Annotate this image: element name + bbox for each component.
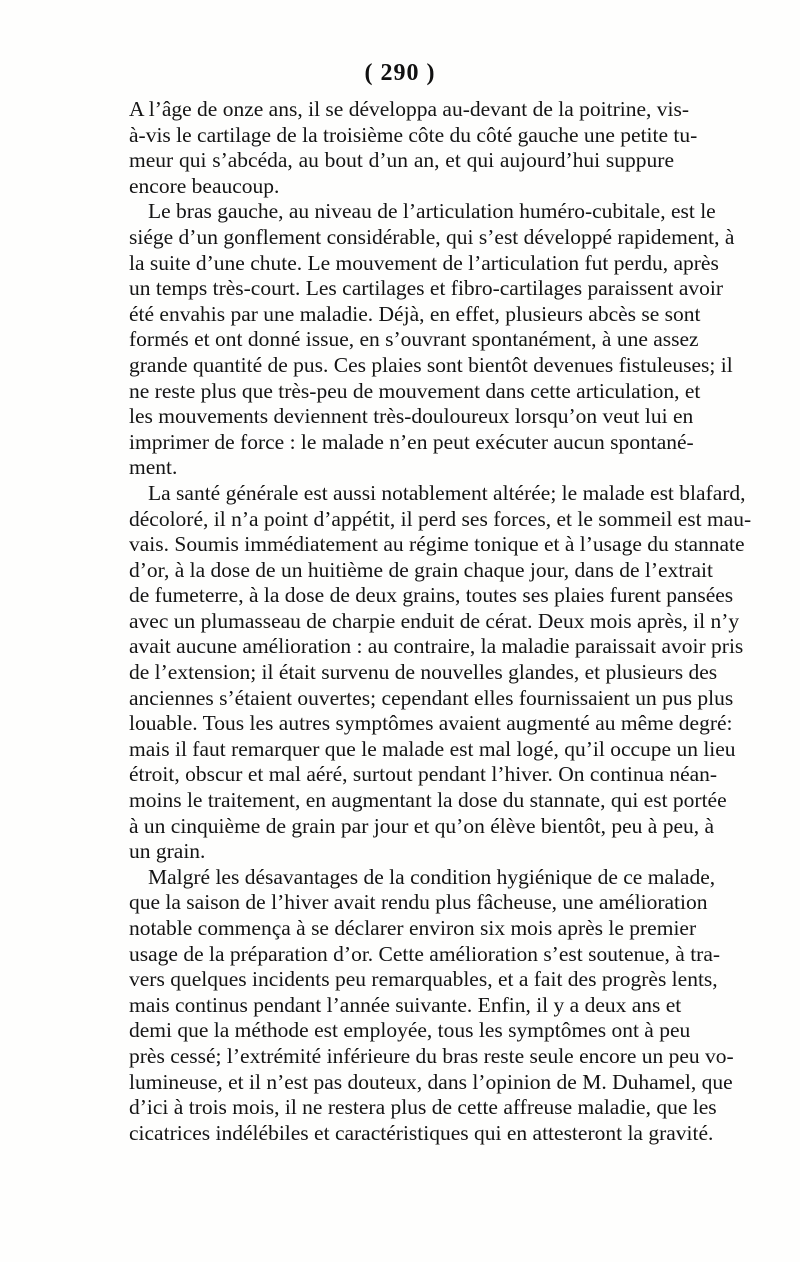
paragraph-1 <box>129 97 698 199</box>
text-line: à un cinquième de grain par jour et qu’on élève bientôt, peu à peu, à <box>129 813 715 838</box>
text-line: ment. <box>129 455 178 480</box>
text-line: lumineuse, et il n’est pas douteux, dans l’opinion de M. Duhamel, que <box>129 1069 733 1094</box>
text-line: été envahis par une maladie. Déjà, en effet, plusieurs abcès se sont <box>129 301 701 326</box>
paragraph-2 <box>129 199 735 481</box>
text-line: siége d’un gonflement considérable, qui s’est développé rapidement, à <box>129 224 735 249</box>
paragraph-3 <box>129 480 752 865</box>
text-line: vais. Soumis immédiatement au régime tonique et à l’usage du stannate <box>129 532 745 557</box>
text-line: vers quelques incidents peu remarquables, et a fait des progrès lents, <box>129 967 718 992</box>
paragraph-4 <box>129 864 734 1147</box>
text-line: mais il faut remarquer que le malade est mal logé, qu’il occupe un lieu <box>129 736 736 761</box>
text-line: avec un plumasseau de charpie enduit de cérat. Deux mois après, il n’y <box>129 608 740 633</box>
text-line: usage de la préparation d’or. Cette amélioration s’est soutenue, à tra- <box>129 941 721 966</box>
text-line: meur qui s’abcéda, au bout d’un an, et qui aujourd’hui suppure <box>129 148 674 173</box>
text-line: d’ici à trois mois, il ne restera plus de cette affreuse maladie, que les <box>129 1095 717 1120</box>
text-line: demi que la méthode est employée, tous les symptômes ont à peu <box>129 1018 691 1043</box>
text-line: encore beaucoup. <box>129 173 280 198</box>
text-line: un grain. <box>129 839 206 864</box>
body-text <box>129 97 752 1146</box>
text-line: à-vis le cartilage de la troisième côte du côté gauche une petite tu- <box>129 122 698 147</box>
text-line: anciennes s’étaient ouvertes; cependant elles fournissaient un pus plus <box>129 685 734 710</box>
text-line: moins le traitement, en augmentant la dose du stannate, qui est portée <box>129 788 727 813</box>
text-line: cicatrices indélébiles et caractéristiques qui en attesteront la gravité. <box>129 1120 714 1145</box>
text-line: ne reste plus que très-peu de mouvement dans cette articulation, et <box>129 378 701 403</box>
text-line: avait aucune amélioration : au contraire, la maladie paraissait avoir pris <box>129 634 744 659</box>
text-line: de l’extension; il était survenu de nouvelles glandes, et plusieurs des <box>129 660 718 685</box>
text-line: grande quantité de pus. Ces plaies sont bientôt devenues fistuleuses; il <box>129 352 733 377</box>
text-line: près cessé; l’extrémité inférieure du bras reste seule encore un peu vo- <box>129 1043 734 1068</box>
text-line: formés et ont donné issue, en s’ouvrant spontanément, à une assez <box>129 327 699 352</box>
page-number: ( 290 ) <box>364 60 436 86</box>
text-line: étroit, obscur et mal aéré, surtout pendant l’hiver. On continua néan- <box>129 762 718 787</box>
text-line: les mouvements deviennent très-douloureux lorsqu’on veut lui en <box>129 404 694 429</box>
text-line: que la saison de l’hiver avait rendu plus fâcheuse, une amélioration <box>129 890 708 915</box>
text-line: louable. Tous les autres symptômes avaient augmenté au même degré: <box>129 711 733 736</box>
text-line: La santé générale est aussi notablement altérée; le malade est blafard, <box>148 480 746 505</box>
text-line: la suite d’une chute. Le mouvement de l’articulation fut perdu, après <box>129 250 719 275</box>
text-line: imprimer de force : le malade n’en peut exécuter aucun spontané- <box>129 429 694 454</box>
text-line: Le bras gauche, au niveau de l’articulation huméro-cubitale, est le <box>148 199 716 224</box>
text-line: décoloré, il n’a point d’appétit, il perd ses forces, et le sommeil est mau- <box>129 506 752 531</box>
text-line: A l’âge de onze ans, il se développa au-devant de la poitrine, vis- <box>129 97 689 121</box>
text-line: notable commença à se déclarer environ six mois après le premier <box>129 916 697 940</box>
text-line: mais continus pendant l’année suivante. Enfin, il y a deux ans et <box>129 992 682 1017</box>
text-line: un temps très-court. Les cartilages et fibro-cartilages paraissent avoir <box>129 276 724 301</box>
text-line: de fumeterre, à la dose de deux grains, toutes ses plaies furent pansées <box>129 583 734 608</box>
text-line: d’or, à la dose de un huitième de grain chaque jour, dans de l’extrait <box>129 557 713 582</box>
text-line: Malgré les désavantages de la condition hygiénique de ce malade, <box>148 864 716 889</box>
